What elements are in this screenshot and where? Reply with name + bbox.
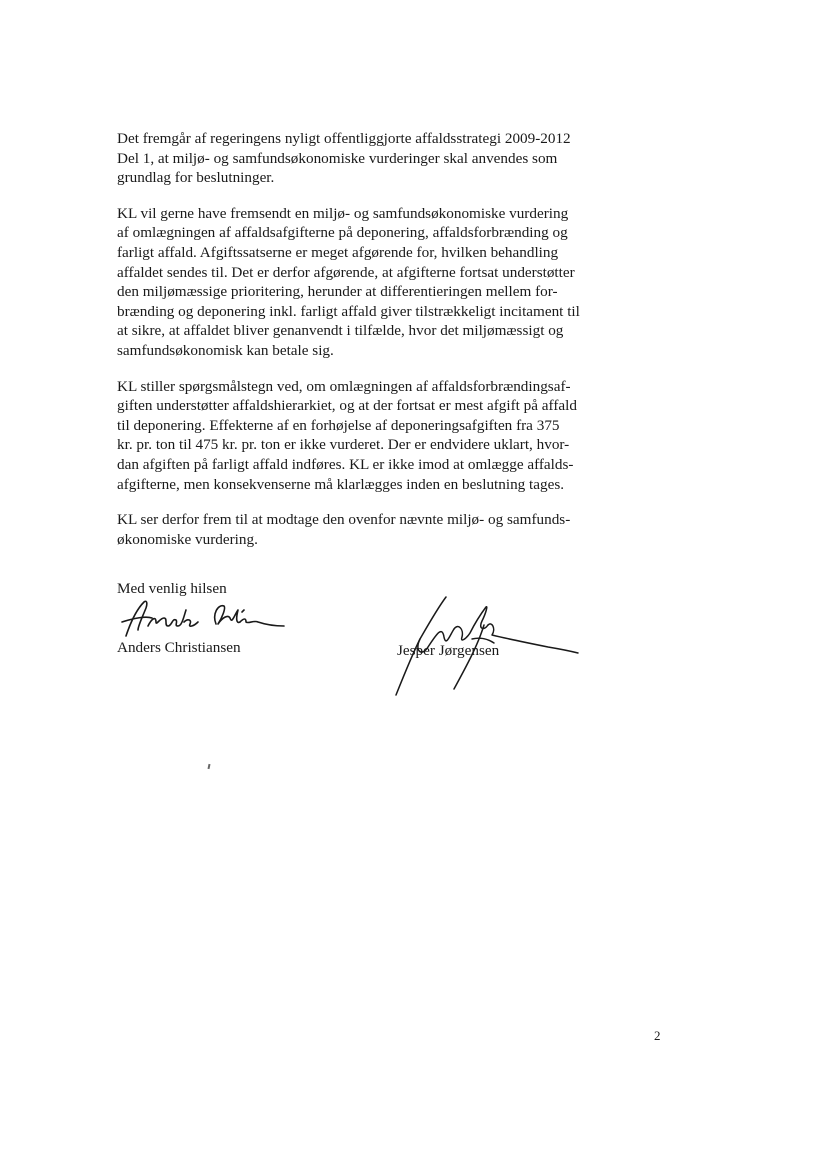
- text-line: samfundsøkonomisk kan betale sig.: [117, 341, 334, 359]
- paragraph-strategy: [117, 129, 637, 188]
- signer-name: Anders Christiansen: [117, 639, 241, 656]
- text-line: KL stiller spørgsmålstegn ved, om omlægningen af affaldsforbrændingsaf-: [117, 377, 571, 395]
- text-line: KL vil gerne have fremsendt en miljø- og samfundsøkonomiske vurdering: [117, 204, 569, 222]
- paragraph-assessment-request: [117, 204, 637, 361]
- letter-body: [117, 129, 637, 565]
- text-line: brænding og deponering inkl. farligt affald giver tilstrækkeligt incitament til: [117, 302, 580, 320]
- closing-salutation: Med venlig hilsen: [117, 580, 227, 597]
- text-line: økonomiske vurdering.: [117, 530, 258, 548]
- text-line: af omlægningen af affaldsafgifterne på deponering, affaldsforbrænding og: [117, 224, 568, 242]
- text-line: at sikre, at affaldet bliver genanvendt i tilfælde, hvor det miljømæssigt og: [117, 322, 564, 340]
- text-line: kr. pr. ton til 475 kr. pr. ton er ikke vurderet. Der er endvidere uklart, hvor-: [117, 436, 570, 454]
- text-line: dan afgiften på farligt affald indføres. KL er ikke imod at omlægge affalds-: [117, 455, 574, 473]
- signer-name: Jesper Jørgensen: [397, 642, 500, 659]
- text-line: Det fremgår af regeringens nyligt offentliggjorte affaldsstrategi 2009-2012: [117, 130, 571, 147]
- text-line: giften understøtter affaldshierarkiet, og at der fortsat er mest afgift på affald: [117, 397, 577, 415]
- paragraph-conclusion: [117, 510, 637, 549]
- paragraph-concerns: [117, 377, 637, 495]
- signature-jesper-jorgensen: [388, 595, 588, 699]
- text-line: grundlag for beslutninger.: [117, 169, 275, 187]
- text-line: KL ser derfor frem til at modtage den ovenfor nævnte miljø- og samfunds-: [117, 511, 571, 529]
- signature-anders-christiansen: [112, 596, 292, 640]
- text-line: afgifterne, men konsekvenserne må klarlægges inden en beslutning tages.: [117, 475, 565, 493]
- page-number: 2: [654, 1028, 661, 1043]
- text-line: Del 1, at miljø- og samfundsøkonomiske vurderinger skal anvendes som: [117, 149, 558, 167]
- text-line: til deponering. Effekterne af en forhøjelse af deponeringsafgiften fra 375: [117, 416, 560, 434]
- scan-speck: [208, 764, 211, 769]
- text-line: farligt affald. Afgiftssatserne er meget afgørende for, hvilken behandling: [117, 243, 559, 261]
- text-line: affaldet sendes til. Det er derfor afgørende, at afgifterne fortsat understøtter: [117, 263, 575, 281]
- text-line: den miljømæssige prioritering, herunder at differentieringen mellem for-: [117, 283, 558, 301]
